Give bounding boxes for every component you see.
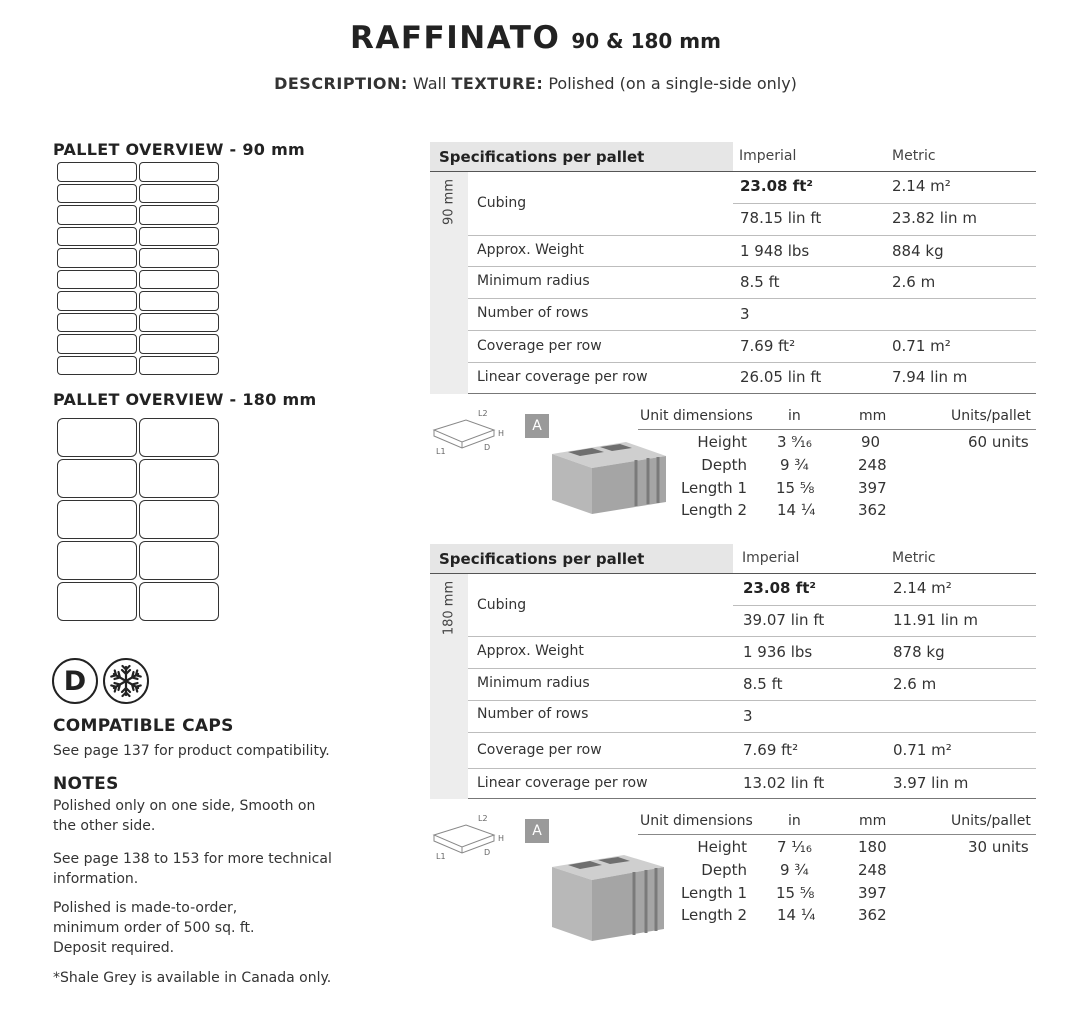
pallet-brick <box>139 291 219 311</box>
spec-label: Linear coverage per row <box>477 369 648 385</box>
pallet-brick <box>139 418 219 457</box>
units-per-pallet-header: Units/pallet <box>951 408 1031 424</box>
spec-imperial-value: 3 <box>743 707 753 725</box>
unit-dim-mm: 180 <box>858 838 887 856</box>
spec-metric-value: 11.91 lin m <box>893 611 978 629</box>
description-label: DESCRIPTION: <box>274 74 408 93</box>
imperial-header: Imperial <box>739 148 797 164</box>
pallet-brick <box>139 162 219 182</box>
texture-label: TEXTURE: <box>451 74 544 93</box>
spec-header-label: Specifications per pallet <box>430 142 733 171</box>
unit-type-badge: A <box>525 414 549 438</box>
snowflake-icon <box>103 658 149 704</box>
spec-imperial-value: 78.15 lin ft <box>740 209 822 227</box>
units-per-pallet: 60 units <box>968 433 1029 451</box>
unit-dim-in: 15 ⅝ <box>776 884 815 902</box>
spec-label: Approx. Weight <box>477 242 584 258</box>
cubing-divider <box>733 605 1036 606</box>
unit-dim-mm: 362 <box>858 906 887 924</box>
spec-imperial-value: 23.08 ft² <box>743 579 816 597</box>
unit-dim-label: Height <box>697 838 747 856</box>
unit-dim-in: 9 ¾ <box>780 861 809 879</box>
spec-metric-value: 2.6 m <box>892 273 936 291</box>
spec-label: Coverage per row <box>477 338 602 354</box>
pallet-brick <box>139 541 219 580</box>
unit-dim-mm: 362 <box>858 501 887 519</box>
pallet-brick <box>57 291 137 311</box>
pallet-brick <box>57 541 137 580</box>
spec-header-label: Specifications per pallet <box>430 544 733 573</box>
spec-imperial-value: 7.69 ft² <box>740 337 796 355</box>
spec-metric-value: 0.71 m² <box>892 337 951 355</box>
pallet-overview-180-heading: PALLET OVERVIEW - 180 mm <box>53 390 317 409</box>
unit-dim-label: Depth <box>701 861 747 879</box>
unit-header-divider <box>638 834 1036 835</box>
texture-value: Polished <box>548 74 615 93</box>
pallet-overview-180-grid <box>57 418 219 621</box>
diagram-label: D <box>484 848 491 857</box>
notes-paragraph: Polished is made-to-order, minimum order of 500 sq. ft. Deposit required. <box>53 900 255 956</box>
metric-header: Metric <box>892 148 936 164</box>
pallet-overview-90-heading: PALLET OVERVIEW - 90 mm <box>53 140 306 159</box>
spec-label: Cubing <box>477 597 527 613</box>
product-name: RAFFINATO <box>350 20 561 56</box>
pallet-brick <box>57 334 137 354</box>
spec-side-band <box>430 574 468 799</box>
diagram-label: H <box>498 429 505 438</box>
product-sizes: 90 & 180 mm <box>571 29 721 53</box>
spec-header <box>430 142 1036 172</box>
unit-dim-mm: 397 <box>858 884 887 902</box>
pallet-brick <box>57 459 137 498</box>
pallet-brick <box>139 334 219 354</box>
imperial-header: Imperial <box>742 550 800 566</box>
unit-dim-mm: 248 <box>858 861 887 879</box>
unit-dims-header: Unit dimensions <box>640 813 753 829</box>
unit-in-header: in <box>788 813 801 829</box>
pallet-brick <box>139 184 219 204</box>
unit-dim-in: 9 ¾ <box>780 456 809 474</box>
spec-imperial-value: 1 948 lbs <box>740 242 810 260</box>
spec-row <box>468 637 1036 669</box>
diagram-label: D <box>484 443 491 452</box>
unit-dim-mm: 90 <box>861 433 881 451</box>
spec-metric-value: 878 kg <box>893 643 945 661</box>
spec-imperial-value: 8.5 ft <box>740 273 780 291</box>
diagram-label: L1 <box>436 852 446 861</box>
spec-label: Approx. Weight <box>477 643 584 659</box>
unit-type-badge: A <box>525 819 549 843</box>
unit-header-divider <box>638 429 1036 430</box>
pallet-brick <box>57 356 137 376</box>
pallet-brick <box>57 162 137 182</box>
pallet-brick <box>139 248 219 268</box>
spec-label: Minimum radius <box>477 675 590 691</box>
unit-dim-label: Depth <box>701 456 747 474</box>
spec-label: Number of rows <box>477 706 589 722</box>
pallet-overview-90-grid <box>57 162 219 375</box>
spec-label: Linear coverage per row <box>477 775 648 791</box>
unit-dim-in: 15 ⅝ <box>776 479 815 497</box>
unit-dim-in: 14 ¼ <box>777 906 816 924</box>
spec-row <box>468 331 1036 363</box>
unit-diagram-icon <box>430 813 522 863</box>
spec-label: Number of rows <box>477 305 589 321</box>
spec-imperial-value: 1 936 lbs <box>743 643 813 661</box>
spec-metric-value: 7.94 lin m <box>892 368 968 386</box>
metric-header: Metric <box>892 550 936 566</box>
pallet-brick <box>139 227 219 247</box>
diagram-label: H <box>498 834 505 843</box>
unit-dim-in: 7 ¹⁄₁₆ <box>777 838 812 856</box>
description-value: Wall <box>412 74 447 93</box>
spec-metric-value: 2.14 m² <box>893 579 952 597</box>
spec-label: Minimum radius <box>477 273 590 289</box>
pallet-brick <box>57 418 137 457</box>
compatible-caps-text: See page 137 for product compatibility. <box>53 743 330 759</box>
spec-metric-value: 0.71 m² <box>893 741 952 759</box>
pallet-brick <box>139 459 219 498</box>
pallet-brick <box>57 313 137 333</box>
pallet-brick <box>57 227 137 247</box>
notes-paragraph: Polished only on one side, Smooth on the other side. <box>53 798 316 834</box>
unit-dim-label: Length 1 <box>680 884 747 902</box>
pallet-brick <box>57 184 137 204</box>
spec-table-180 <box>430 544 1036 799</box>
unit-dim-mm: 248 <box>858 456 887 474</box>
unit-dim-mm: 397 <box>858 479 887 497</box>
unit-dim-in: 3 ⁹⁄₁₆ <box>777 433 812 451</box>
unit-dim-in: 14 ¼ <box>777 501 816 519</box>
spec-row <box>468 299 1036 331</box>
pallet-brick <box>57 205 137 225</box>
pallet-brick <box>139 313 219 333</box>
pallet-brick <box>57 582 137 621</box>
unit-mm-header: mm <box>859 408 887 424</box>
compatible-caps-heading: COMPATIBLE CAPS <box>53 716 234 736</box>
spec-metric-value: 3.97 lin m <box>893 774 969 792</box>
spec-row-cubing <box>468 574 1036 637</box>
spec-row-cubing <box>468 172 1036 236</box>
pallet-brick <box>139 205 219 225</box>
pallet-brick <box>57 270 137 290</box>
spec-imperial-value: 13.02 lin ft <box>743 774 825 792</box>
spec-row <box>468 236 1036 267</box>
cubing-divider <box>733 203 1036 204</box>
spec-row <box>468 267 1036 299</box>
spec-imperial-value: 39.07 lin ft <box>743 611 825 629</box>
unit-mm-header: mm <box>859 813 887 829</box>
spec-imperial-value: 26.05 lin ft <box>740 368 822 386</box>
spec-side-label: 180 mm <box>441 580 457 636</box>
product-description <box>0 74 1071 93</box>
unit-dimensions-180 <box>430 813 1036 943</box>
spec-imperial-value: 8.5 ft <box>743 675 783 693</box>
spec-row <box>468 769 1036 799</box>
spec-row <box>468 733 1036 769</box>
unit-dim-label: Length 2 <box>680 906 747 924</box>
d-badge-icon: D <box>52 658 98 704</box>
unit-in-header: in <box>788 408 801 424</box>
diagram-label: L2 <box>478 409 488 418</box>
spec-header <box>430 544 1036 574</box>
unit-dims-header: Unit dimensions <box>640 408 753 424</box>
unit-dim-label: Length 2 <box>680 501 747 519</box>
spec-metric-value: 23.82 lin m <box>892 209 977 227</box>
notes-paragraph: See page 138 to 153 for more technical information. <box>53 851 332 887</box>
spec-imperial-value: 7.69 ft² <box>743 741 799 759</box>
unit-dimensions-90 <box>430 408 1036 518</box>
pallet-brick <box>139 270 219 290</box>
pallet-brick <box>57 248 137 268</box>
pallet-brick <box>139 500 219 539</box>
spec-row <box>468 669 1036 701</box>
units-per-pallet-header: Units/pallet <box>951 813 1031 829</box>
diagram-label: L2 <box>478 814 488 823</box>
pallet-brick <box>139 356 219 376</box>
pallet-brick <box>139 582 219 621</box>
spec-metric-value: 2.6 m <box>893 675 937 693</box>
spec-row <box>468 701 1036 733</box>
spec-imperial-value: 3 <box>740 305 750 323</box>
units-per-pallet: 30 units <box>968 838 1029 856</box>
unit-dim-label: Height <box>697 433 747 451</box>
notes-heading: NOTES <box>53 774 119 794</box>
pallet-brick <box>57 500 137 539</box>
diagram-label: L1 <box>436 447 446 456</box>
page-title <box>0 20 1071 56</box>
spec-label: Cubing <box>477 195 527 211</box>
spec-metric-value: 884 kg <box>892 242 944 260</box>
unit-diagram-icon <box>430 408 522 458</box>
texture-note: (on a single-side only) <box>619 74 797 93</box>
notes-footnote: *Shale Grey is available in Canada only. <box>53 970 332 986</box>
spec-metric-value: 2.14 m² <box>892 177 951 195</box>
spec-row <box>468 363 1036 394</box>
unit-dim-label: Length 1 <box>680 479 747 497</box>
spec-label: Coverage per row <box>477 742 602 758</box>
spec-imperial-value: 23.08 ft² <box>740 177 813 195</box>
spec-side-label: 90 mm <box>441 178 457 226</box>
spec-table-90 <box>430 142 1036 394</box>
spec-side-band <box>430 172 468 394</box>
